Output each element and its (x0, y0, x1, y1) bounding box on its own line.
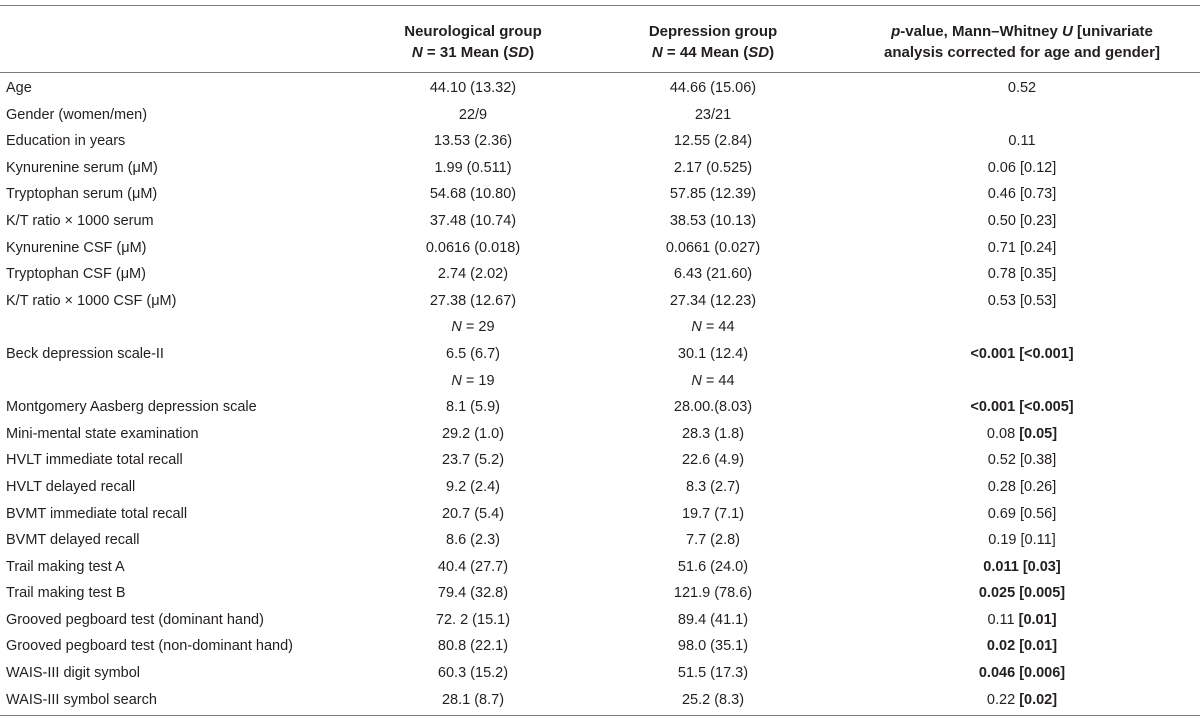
p-value-cell (862, 447, 1182, 474)
table-row (0, 633, 1200, 660)
table-row (0, 368, 1200, 395)
adjusted-p-value: [0.03] (1022, 558, 1061, 575)
p-value-cell (862, 75, 1182, 102)
adjusted-p-value: [0.35] (1019, 266, 1057, 283)
neurological-value: 6.5 (6.7) (446, 345, 500, 362)
p-value-cell (862, 527, 1182, 554)
row-label: Tryptophan CSF (μM) (6, 266, 146, 283)
neurological-value: 60.3 (15.2) (437, 665, 509, 682)
p-value: 0.08 (986, 425, 1016, 442)
row-label: Tryptophan serum (μM) (6, 186, 158, 203)
header-neurological-group: Neurological group N = 31 Mean (SD) (404, 23, 542, 61)
p-value-cell (862, 501, 1182, 528)
neurological-value: 9.2 (2.4) (446, 478, 500, 495)
depression-value: 25.2 (8.3) (681, 691, 745, 708)
table-row (0, 288, 1200, 315)
table-row (0, 421, 1200, 448)
adjusted-p-value: [0.02] (1019, 691, 1058, 708)
adjusted-p-value: [0.006] (1019, 665, 1066, 682)
p-value: 0.06 (987, 159, 1016, 176)
p-value-cell (862, 288, 1182, 315)
table-row (0, 261, 1200, 288)
depression-value: 7.7 (2.8) (686, 532, 740, 549)
neurological-value: 20.7 (5.4) (441, 505, 505, 522)
p-value-cell (862, 421, 1182, 448)
depression-value: 89.4 (41.1) (677, 611, 749, 628)
depression-value: N = 44 (691, 372, 735, 389)
row-label: Age (6, 80, 32, 96)
p-value-cell (862, 474, 1182, 501)
adjusted-p-value: [0.38] (1019, 452, 1057, 469)
p-value: 0.011 (983, 558, 1019, 575)
table-row (0, 181, 1200, 208)
table-row (0, 208, 1200, 235)
p-value: 0.50 (987, 212, 1016, 229)
depression-value: 22.6 (4.9) (681, 452, 745, 469)
row-label: Grooved pegboard test (dominant hand) (6, 611, 264, 628)
table-row (0, 75, 1200, 102)
adjusted-p-value: [0.01] (1018, 611, 1057, 628)
adjusted-p-value: [0.005] (1019, 585, 1066, 602)
adjusted-p-value: [0.23] (1019, 212, 1057, 229)
p-value-cell (862, 181, 1182, 208)
row-label: BVMT immediate total recall (6, 505, 188, 522)
row-label: WAIS-III digit symbol (6, 665, 141, 682)
p-value-cell (862, 394, 1182, 421)
table-body (0, 75, 1200, 713)
neurological-value: 8.1 (5.9) (446, 399, 500, 416)
p-value: 0.025 (978, 585, 1016, 602)
p-value-cell (862, 235, 1182, 262)
row-label: BVMT delayed recall (6, 532, 140, 549)
p-value: 0.11 (987, 611, 1015, 628)
p-value: <0.001 (970, 345, 1016, 362)
p-value: 0.28 (987, 478, 1016, 495)
p-value: <0.001 (970, 399, 1016, 416)
depression-value: 27.34 (12.23) (669, 292, 757, 309)
neurological-value: N = 29 (451, 319, 495, 336)
row-label: Trail making test B (6, 585, 126, 602)
depression-value: 0.0661 (0.027) (665, 239, 761, 256)
adjusted-p-value: [0.11] (1020, 532, 1056, 549)
adjusted-p-value: [<0.001] (1019, 345, 1074, 362)
depression-value: 8.3 (2.7) (686, 478, 740, 495)
row-label: K/T ratio × 1000 CSF (μM) (6, 292, 177, 309)
p-value-cell (862, 128, 1182, 155)
adjusted-p-value: [0.12] (1019, 159, 1057, 176)
p-value-cell (862, 261, 1182, 288)
p-value: 0.22 (986, 691, 1016, 708)
table-row (0, 501, 1200, 528)
table-row (0, 687, 1200, 714)
adjusted-p-value: [0.53] (1019, 292, 1057, 309)
adjusted-p-value: [0.73] (1019, 186, 1057, 203)
adjusted-p-value: [0.05] (1019, 425, 1058, 442)
neurological-value: 27.38 (12.67) (429, 292, 517, 309)
row-label: HVLT delayed recall (6, 478, 136, 495)
row-label: Education in years (6, 133, 126, 150)
depression-value: 38.53 (10.13) (669, 212, 757, 229)
row-label: Montgomery Aasberg depression scale (6, 399, 257, 416)
depression-value: 30.1 (12.4) (677, 345, 749, 362)
p-value-cell (862, 633, 1182, 660)
table-row (0, 394, 1200, 421)
p-value: 0.11 (1008, 133, 1036, 150)
p-value-cell (862, 341, 1182, 368)
depression-value: 23/21 (694, 106, 732, 123)
row-label: Beck depression scale-II (6, 345, 164, 362)
adjusted-p-value: [0.56] (1019, 505, 1057, 522)
row-label: Trail making test A (6, 558, 125, 575)
table-row (0, 660, 1200, 687)
neurological-value: 79.4 (32.8) (437, 585, 509, 602)
table-row (0, 341, 1200, 368)
table-row (0, 155, 1200, 182)
neurological-value: 72. 2 (15.1) (435, 611, 511, 628)
p-value-cell (862, 554, 1182, 581)
table-row (0, 607, 1200, 634)
row-label: Gender (women/men) (6, 106, 148, 123)
p-value: 0.046 (978, 665, 1016, 682)
header-p-value: p-value, Mann–Whitney U [univariate analysis corrected for age and gender] (884, 23, 1160, 61)
row-label: Kynurenine CSF (μM) (6, 239, 147, 256)
p-value-cell (862, 660, 1182, 687)
neurological-value: 1.99 (0.511) (434, 159, 512, 176)
depression-value: 51.5 (17.3) (677, 665, 749, 682)
neurological-value: 80.8 (22.1) (437, 638, 509, 655)
adjusted-p-value: [0.24] (1019, 239, 1057, 256)
p-value: 0.71 (987, 239, 1016, 256)
adjusted-p-value: [0.26] (1019, 478, 1057, 495)
p-value-cell (862, 607, 1182, 634)
depression-value: 51.6 (24.0) (677, 558, 749, 575)
depression-value: 28.3 (1.8) (681, 425, 745, 442)
row-label: HVLT immediate total recall (6, 452, 183, 469)
neurological-value: 2.74 (2.02) (437, 266, 509, 283)
neurological-value: 37.48 (10.74) (429, 212, 517, 229)
p-value-cell (862, 155, 1182, 182)
neurological-value: 8.6 (2.3) (446, 532, 500, 549)
header-rule (0, 72, 1200, 73)
adjusted-p-value: [<0.005] (1019, 399, 1074, 416)
table-row (0, 314, 1200, 341)
table-top-rule (0, 5, 1200, 6)
table-row (0, 474, 1200, 501)
p-value: 0.52 (1007, 80, 1037, 96)
neurological-value: 22/9 (458, 106, 488, 123)
neurological-value: 44.10 (13.32) (429, 80, 517, 96)
row-label: K/T ratio × 1000 serum (6, 212, 154, 229)
table-row (0, 527, 1200, 554)
neurological-value: 13.53 (2.36) (433, 133, 513, 150)
depression-value: 19.7 (7.1) (681, 505, 745, 522)
neurological-value: 28.1 (8.7) (441, 691, 505, 708)
p-value: 0.53 (987, 292, 1016, 309)
p-value: 0.78 (987, 266, 1016, 283)
header-depression-group: Depression group N = 44 Mean (SD) (648, 23, 778, 61)
p-value-cell (862, 580, 1182, 607)
table-row (0, 447, 1200, 474)
depression-value: 57.85 (12.39) (669, 186, 757, 203)
depression-value: 12.55 (2.84) (673, 133, 753, 150)
table-row (0, 580, 1200, 607)
adjusted-p-value: [0.01] (1019, 638, 1058, 655)
table-row (0, 554, 1200, 581)
neurological-value: 23.7 (5.2) (441, 452, 505, 469)
neurological-value: N = 19 (451, 372, 495, 389)
table-bottom-rule (0, 715, 1200, 716)
depression-value: 6.43 (21.60) (673, 266, 753, 283)
depression-value: 2.17 (0.525) (673, 159, 753, 176)
p-value-cell (862, 208, 1182, 235)
row-label: Kynurenine serum (μM) (6, 159, 158, 176)
p-value: 0.69 (987, 505, 1016, 522)
neurological-value: 29.2 (1.0) (441, 425, 505, 442)
row-label: Grooved pegboard test (non-dominant hand) (6, 638, 293, 655)
neurological-value: 0.0616 (0.018) (425, 239, 521, 256)
p-value: 0.52 (987, 452, 1016, 469)
depression-value: 98.0 (35.1) (677, 638, 749, 655)
row-label: WAIS-III symbol search (6, 691, 157, 708)
p-value-cell (862, 687, 1182, 714)
depression-value: 121.9 (78.6) (673, 585, 753, 602)
p-value: 0.19 (988, 532, 1017, 549)
depression-value: 44.66 (15.06) (669, 80, 757, 96)
depression-value: N = 44 (691, 319, 735, 336)
depression-value: 28.00.(8.03) (673, 399, 753, 416)
neurological-value: 54.68 (10.80) (429, 186, 517, 203)
table-row (0, 102, 1200, 129)
table-row (0, 128, 1200, 155)
row-label: Mini-mental state examination (6, 425, 199, 442)
table-row (0, 235, 1200, 262)
p-value: 0.02 (986, 638, 1016, 655)
neurological-value: 40.4 (27.7) (437, 558, 509, 575)
p-value: 0.46 (987, 186, 1016, 203)
